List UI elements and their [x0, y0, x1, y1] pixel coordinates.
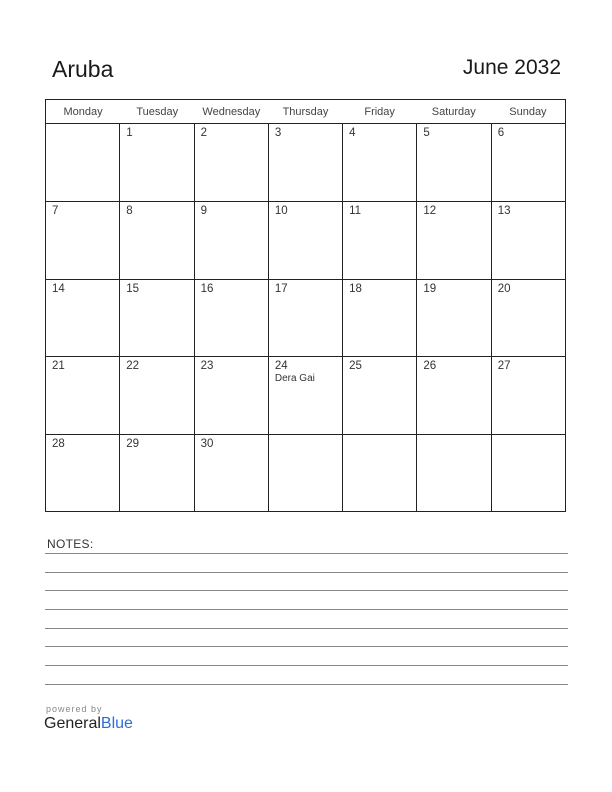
note-line	[45, 590, 568, 591]
day-cell	[269, 124, 343, 201]
day-number: 26	[423, 360, 437, 373]
day-cell	[269, 280, 343, 357]
day-number: 4	[349, 127, 356, 139]
day-number: 28	[52, 438, 65, 451]
note-line	[45, 553, 568, 554]
day-cell	[46, 202, 120, 279]
weekday-header-row	[46, 100, 565, 124]
note-line	[45, 609, 568, 610]
day-number: 15	[126, 282, 140, 295]
day-cell	[417, 280, 491, 357]
day-cell	[46, 435, 120, 512]
day-cell	[195, 435, 269, 512]
day-cell	[343, 357, 417, 434]
day-cell	[417, 124, 491, 201]
weekday-header: Monday	[63, 106, 103, 118]
note-line	[45, 665, 568, 666]
weekday-header: Wednesday	[202, 106, 261, 118]
day-cell	[120, 435, 194, 512]
weekday-header: Sunday	[509, 106, 547, 118]
day-cell	[417, 202, 491, 279]
brand-name-part2: Blue	[100, 715, 133, 732]
calendar-week-row	[46, 357, 565, 435]
day-number: 25	[349, 360, 362, 373]
day-number: 13	[497, 204, 511, 217]
day-cell	[492, 280, 565, 357]
day-cell	[343, 202, 417, 279]
month-year-title: June 2032	[462, 56, 561, 79]
day-number: 7	[52, 204, 59, 217]
day-number: 24	[274, 360, 288, 373]
day-number: 22	[126, 360, 140, 373]
day-cell	[195, 202, 269, 279]
day-cell	[120, 357, 194, 434]
day-number: 20	[497, 282, 511, 295]
country-title: Aruba	[52, 56, 114, 82]
day-number: 10	[274, 204, 288, 217]
note-line	[45, 572, 568, 573]
day-cell	[120, 202, 194, 279]
day-number: 19	[423, 282, 437, 295]
day-number: 5	[423, 127, 430, 139]
day-cell	[195, 124, 269, 201]
day-number: 18	[349, 282, 362, 295]
weekday-header: Friday	[364, 106, 395, 118]
day-cell	[417, 357, 491, 434]
day-number: 6	[497, 127, 505, 139]
calendar-week-row	[46, 280, 565, 358]
day-cell	[120, 124, 194, 201]
note-line	[45, 628, 568, 629]
day-cell	[269, 202, 343, 279]
day-number: 23	[200, 360, 214, 373]
day-number: 3	[274, 127, 282, 139]
day-cell	[343, 435, 417, 512]
note-line	[45, 684, 568, 685]
day-number: 21	[52, 360, 65, 373]
day-cell	[343, 280, 417, 357]
day-cell	[195, 280, 269, 357]
footer-branding	[44, 704, 133, 733]
weekday-header: Tuesday	[136, 106, 179, 118]
calendar-grid	[45, 99, 566, 512]
note-line	[45, 646, 568, 647]
powered-by-text: powered by	[46, 704, 103, 714]
holiday-label: Dera Gai	[274, 373, 315, 385]
weekday-header: Thursday	[282, 106, 329, 118]
day-number: 14	[52, 282, 65, 295]
day-cell	[120, 280, 194, 357]
brand-logo	[44, 715, 133, 733]
day-cell	[343, 124, 417, 201]
brand-name-part1: General	[44, 715, 101, 732]
day-cell	[195, 357, 269, 434]
day-number: 16	[200, 282, 214, 295]
day-number: 27	[497, 360, 511, 373]
weekday-header: Saturday	[431, 106, 476, 118]
calendar-week-row	[46, 435, 565, 512]
calendar-week-row	[46, 124, 565, 202]
day-number: 29	[126, 438, 140, 451]
day-number: 1	[126, 127, 133, 139]
day-number: 8	[126, 204, 133, 217]
day-number: 2	[200, 127, 207, 139]
day-cell	[492, 435, 565, 512]
day-number: 17	[274, 282, 288, 295]
day-cell	[492, 124, 565, 201]
day-number: 11	[349, 204, 362, 217]
day-cell	[46, 280, 120, 357]
day-cell	[492, 202, 565, 279]
day-number: 30	[200, 438, 214, 451]
day-cell	[492, 357, 565, 434]
day-cell	[417, 435, 491, 512]
calendar-weeks	[46, 124, 565, 512]
notes-label: NOTES:	[47, 537, 94, 551]
day-number: 12	[423, 204, 437, 217]
day-cell	[46, 124, 120, 201]
day-cell	[269, 357, 343, 434]
day-cell	[269, 435, 343, 512]
day-cell	[46, 357, 120, 434]
calendar-week-row	[46, 202, 565, 280]
day-number: 9	[200, 204, 207, 217]
